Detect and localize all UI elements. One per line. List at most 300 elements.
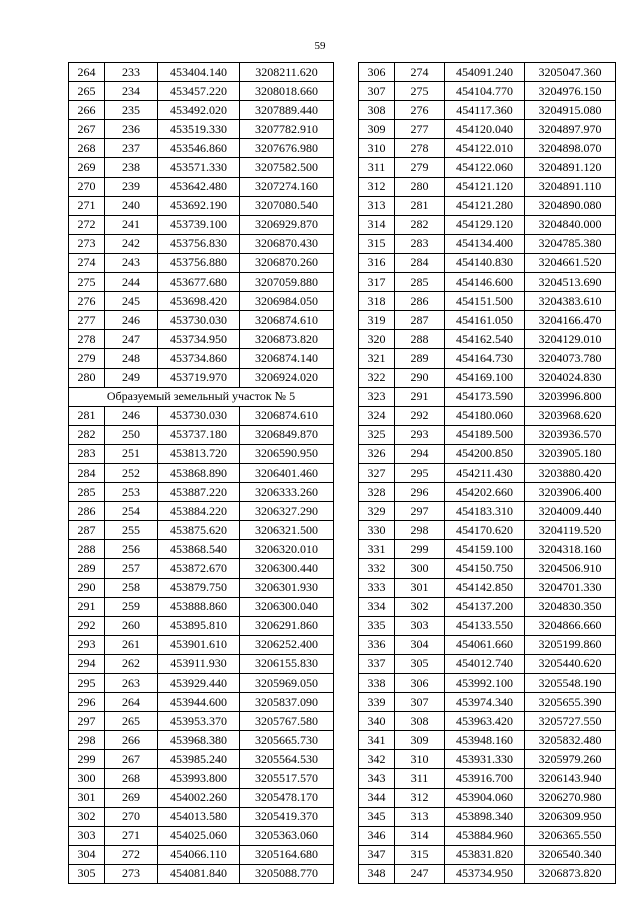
point-number-cell: 331	[359, 540, 395, 559]
point-number-cell: 300	[69, 769, 105, 788]
point-number-cell: 308	[359, 101, 395, 120]
x-coordinate-cell: 453884.960	[445, 826, 525, 845]
y-coordinate-cell: 3207274.160	[240, 177, 334, 196]
point-number-cell: 289	[69, 559, 105, 578]
source-point-cell: 249	[105, 368, 158, 387]
point-number-cell: 315	[359, 234, 395, 253]
page-number: 59	[314, 40, 326, 52]
source-point-cell: 263	[105, 674, 158, 693]
point-number-cell: 329	[359, 502, 395, 521]
x-coordinate-cell: 453872.670	[158, 559, 240, 578]
y-coordinate-cell: 3205837.090	[240, 693, 334, 712]
table-row	[359, 807, 616, 826]
x-coordinate-cell: 454164.730	[445, 349, 525, 368]
section-title: Образуемый земельный участок № 5	[69, 387, 334, 406]
point-number-cell: 274	[69, 253, 105, 272]
y-coordinate-cell: 3207782.910	[240, 120, 334, 139]
point-number-cell: 283	[69, 444, 105, 463]
source-point-cell: 247	[395, 864, 445, 883]
table-row	[69, 731, 334, 750]
source-point-cell: 238	[105, 158, 158, 177]
y-coordinate-cell: 3207582.500	[240, 158, 334, 177]
table-row	[69, 845, 334, 864]
point-number-cell: 323	[359, 387, 395, 406]
source-point-cell: 233	[105, 63, 158, 82]
y-coordinate-cell: 3205979.260	[525, 750, 616, 769]
source-point-cell: 262	[105, 654, 158, 673]
point-number-cell: 341	[359, 731, 395, 750]
x-coordinate-cell: 454091.240	[445, 63, 525, 82]
table-row	[359, 425, 616, 444]
x-coordinate-cell: 454140.830	[445, 253, 525, 272]
source-point-cell: 269	[105, 788, 158, 807]
x-coordinate-cell: 453884.220	[158, 502, 240, 521]
y-coordinate-cell: 3204009.440	[525, 502, 616, 521]
x-coordinate-cell: 454142.850	[445, 578, 525, 597]
x-coordinate-cell: 453571.330	[158, 158, 240, 177]
x-coordinate-cell: 453985.240	[158, 750, 240, 769]
y-coordinate-cell: 3206590.950	[240, 444, 334, 463]
x-coordinate-cell: 454081.840	[158, 864, 240, 883]
table-row	[69, 120, 334, 139]
point-number-cell: 324	[359, 406, 395, 425]
x-coordinate-cell: 453457.220	[158, 82, 240, 101]
source-point-cell: 305	[395, 654, 445, 673]
point-number-cell: 271	[69, 196, 105, 215]
point-number-cell: 275	[69, 273, 105, 292]
point-number-cell: 293	[69, 635, 105, 654]
y-coordinate-cell: 3205564.530	[240, 750, 334, 769]
table-row	[359, 101, 616, 120]
source-point-cell: 258	[105, 578, 158, 597]
source-point-cell: 293	[395, 425, 445, 444]
point-number-cell: 311	[359, 158, 395, 177]
x-coordinate-cell: 454133.550	[445, 616, 525, 635]
table-row	[359, 349, 616, 368]
table-row	[69, 521, 334, 540]
source-point-cell: 280	[395, 177, 445, 196]
point-number-cell: 298	[69, 731, 105, 750]
point-number-cell: 267	[69, 120, 105, 139]
source-point-cell: 267	[105, 750, 158, 769]
y-coordinate-cell: 3207059.880	[240, 273, 334, 292]
point-number-cell: 266	[69, 101, 105, 120]
point-number-cell: 285	[69, 483, 105, 502]
source-point-cell: 274	[395, 63, 445, 82]
x-coordinate-cell: 453868.540	[158, 540, 240, 559]
table-row	[69, 597, 334, 616]
source-point-cell: 285	[395, 273, 445, 292]
table-row	[359, 139, 616, 158]
table-row	[359, 559, 616, 578]
y-coordinate-cell: 3205478.170	[240, 788, 334, 807]
y-coordinate-cell: 3204383.610	[525, 292, 616, 311]
y-coordinate-cell: 3203996.800	[525, 387, 616, 406]
table-row	[359, 253, 616, 272]
source-point-cell: 283	[395, 234, 445, 253]
x-coordinate-cell: 453734.950	[158, 330, 240, 349]
point-number-cell: 269	[69, 158, 105, 177]
y-coordinate-cell: 3206401.460	[240, 463, 334, 482]
point-number-cell: 318	[359, 292, 395, 311]
table-row	[359, 158, 616, 177]
point-number-cell: 338	[359, 674, 395, 693]
source-point-cell: 243	[105, 253, 158, 272]
source-point-cell: 257	[105, 559, 158, 578]
y-coordinate-cell: 3206300.440	[240, 559, 334, 578]
x-coordinate-cell: 454121.120	[445, 177, 525, 196]
x-coordinate-cell: 453730.030	[158, 311, 240, 330]
point-number-cell: 286	[69, 502, 105, 521]
y-coordinate-cell: 3206252.400	[240, 635, 334, 654]
table-row	[359, 712, 616, 731]
y-coordinate-cell: 3206155.830	[240, 654, 334, 673]
y-coordinate-cell: 3206321.500	[240, 521, 334, 540]
x-coordinate-cell: 454173.590	[445, 387, 525, 406]
y-coordinate-cell: 3204513.690	[525, 273, 616, 292]
point-number-cell: 264	[69, 63, 105, 82]
table-row	[359, 788, 616, 807]
x-coordinate-cell: 453904.060	[445, 788, 525, 807]
source-point-cell: 265	[105, 712, 158, 731]
x-coordinate-cell: 453887.220	[158, 483, 240, 502]
y-coordinate-cell: 3203968.620	[525, 406, 616, 425]
source-point-cell: 277	[395, 120, 445, 139]
table-row	[359, 177, 616, 196]
x-coordinate-cell: 454151.500	[445, 292, 525, 311]
x-coordinate-cell: 454120.040	[445, 120, 525, 139]
x-coordinate-cell: 453916.700	[445, 769, 525, 788]
source-point-cell: 294	[395, 444, 445, 463]
table-row	[69, 215, 334, 234]
y-coordinate-cell: 3204976.150	[525, 82, 616, 101]
table-row	[359, 120, 616, 139]
table-row	[69, 101, 334, 120]
x-coordinate-cell: 453719.970	[158, 368, 240, 387]
section-row	[69, 387, 334, 406]
table-row	[69, 502, 334, 521]
y-coordinate-cell: 3206327.290	[240, 502, 334, 521]
y-coordinate-cell: 3205548.190	[525, 674, 616, 693]
source-point-cell: 264	[105, 693, 158, 712]
x-coordinate-cell: 453677.680	[158, 273, 240, 292]
source-point-cell: 254	[105, 502, 158, 521]
table-row	[359, 635, 616, 654]
y-coordinate-cell: 3206874.610	[240, 406, 334, 425]
point-number-cell: 319	[359, 311, 395, 330]
x-coordinate-cell: 454002.260	[158, 788, 240, 807]
y-coordinate-cell: 3204073.780	[525, 349, 616, 368]
y-coordinate-cell: 3206984.050	[240, 292, 334, 311]
table-row	[359, 750, 616, 769]
source-point-cell: 234	[105, 82, 158, 101]
y-coordinate-cell: 3206291.860	[240, 616, 334, 635]
point-number-cell: 301	[69, 788, 105, 807]
x-coordinate-cell: 453692.190	[158, 196, 240, 215]
source-point-cell: 301	[395, 578, 445, 597]
x-coordinate-cell: 453993.800	[158, 769, 240, 788]
y-coordinate-cell: 3204891.110	[525, 177, 616, 196]
y-coordinate-cell: 3204866.660	[525, 616, 616, 635]
table-row	[69, 234, 334, 253]
x-coordinate-cell: 454025.060	[158, 826, 240, 845]
point-number-cell: 287	[69, 521, 105, 540]
y-coordinate-cell: 3205199.860	[525, 635, 616, 654]
point-number-cell: 304	[69, 845, 105, 864]
point-number-cell: 290	[69, 578, 105, 597]
y-coordinate-cell: 3206849.870	[240, 425, 334, 444]
point-number-cell: 288	[69, 540, 105, 559]
source-point-cell: 314	[395, 826, 445, 845]
source-point-cell: 256	[105, 540, 158, 559]
x-coordinate-cell: 453739.100	[158, 215, 240, 234]
table-row	[69, 807, 334, 826]
y-coordinate-cell: 3206874.140	[240, 349, 334, 368]
x-coordinate-cell: 453642.480	[158, 177, 240, 196]
table-row	[359, 674, 616, 693]
y-coordinate-cell: 3204661.520	[525, 253, 616, 272]
y-coordinate-cell: 3208211.620	[240, 63, 334, 82]
table-row	[359, 769, 616, 788]
table-row	[69, 654, 334, 673]
point-number-cell: 313	[359, 196, 395, 215]
point-number-cell: 333	[359, 578, 395, 597]
table-row	[69, 273, 334, 292]
y-coordinate-cell: 3207080.540	[240, 196, 334, 215]
y-coordinate-cell: 3206143.940	[525, 769, 616, 788]
x-coordinate-cell: 453737.180	[158, 425, 240, 444]
point-number-cell: 303	[69, 826, 105, 845]
table-row	[359, 82, 616, 101]
point-number-cell: 310	[359, 139, 395, 158]
source-point-cell: 298	[395, 521, 445, 540]
x-coordinate-cell: 454104.770	[445, 82, 525, 101]
y-coordinate-cell: 3206270.980	[525, 788, 616, 807]
x-coordinate-cell: 454061.660	[445, 635, 525, 654]
table-row	[69, 139, 334, 158]
table-row	[359, 693, 616, 712]
table-row	[359, 234, 616, 253]
table-row	[69, 82, 334, 101]
table-row	[69, 864, 334, 883]
point-number-cell: 343	[359, 769, 395, 788]
point-number-cell: 309	[359, 120, 395, 139]
y-coordinate-cell: 3206365.550	[525, 826, 616, 845]
y-coordinate-cell: 3204897.970	[525, 120, 616, 139]
source-point-cell: 252	[105, 463, 158, 482]
x-coordinate-cell: 453519.330	[158, 120, 240, 139]
y-coordinate-cell: 3207889.440	[240, 101, 334, 120]
y-coordinate-cell: 3205047.360	[525, 63, 616, 82]
x-coordinate-cell: 454170.620	[445, 521, 525, 540]
table-row	[69, 292, 334, 311]
source-point-cell: 260	[105, 616, 158, 635]
x-coordinate-cell: 453944.600	[158, 693, 240, 712]
point-number-cell: 342	[359, 750, 395, 769]
y-coordinate-cell: 3204891.120	[525, 158, 616, 177]
x-coordinate-cell: 453875.620	[158, 521, 240, 540]
y-coordinate-cell: 3205419.370	[240, 807, 334, 826]
table-row	[359, 502, 616, 521]
source-point-cell: 268	[105, 769, 158, 788]
table-row	[69, 196, 334, 215]
point-number-cell: 305	[69, 864, 105, 883]
table-row	[359, 597, 616, 616]
point-number-cell: 299	[69, 750, 105, 769]
table-row	[359, 521, 616, 540]
source-point-cell: 297	[395, 502, 445, 521]
table-row	[69, 177, 334, 196]
table-row	[69, 559, 334, 578]
source-point-cell: 300	[395, 559, 445, 578]
y-coordinate-cell: 3206873.820	[240, 330, 334, 349]
source-point-cell: 308	[395, 712, 445, 731]
y-coordinate-cell: 3204898.070	[525, 139, 616, 158]
point-number-cell: 347	[359, 845, 395, 864]
y-coordinate-cell: 3205767.580	[240, 712, 334, 731]
source-point-cell: 311	[395, 769, 445, 788]
x-coordinate-cell: 454066.110	[158, 845, 240, 864]
table-row	[69, 616, 334, 635]
table-row	[69, 406, 334, 425]
coordinates-table-right	[358, 62, 616, 884]
source-point-cell: 299	[395, 540, 445, 559]
source-point-cell: 246	[105, 406, 158, 425]
x-coordinate-cell: 454150.750	[445, 559, 525, 578]
point-number-cell: 340	[359, 712, 395, 731]
y-coordinate-cell: 3204785.380	[525, 234, 616, 253]
table-row	[359, 845, 616, 864]
source-point-cell: 302	[395, 597, 445, 616]
point-number-cell: 272	[69, 215, 105, 234]
source-point-cell: 303	[395, 616, 445, 635]
x-coordinate-cell: 453888.860	[158, 597, 240, 616]
x-coordinate-cell: 453911.930	[158, 654, 240, 673]
y-coordinate-cell: 3206870.260	[240, 253, 334, 272]
y-coordinate-cell: 3204915.080	[525, 101, 616, 120]
point-number-cell: 334	[359, 597, 395, 616]
x-coordinate-cell: 453953.370	[158, 712, 240, 731]
y-coordinate-cell: 3205969.050	[240, 674, 334, 693]
point-number-cell: 295	[69, 674, 105, 693]
x-coordinate-cell: 453734.860	[158, 349, 240, 368]
x-coordinate-cell: 454159.100	[445, 540, 525, 559]
x-coordinate-cell: 454183.310	[445, 502, 525, 521]
y-coordinate-cell: 3204024.830	[525, 368, 616, 387]
y-coordinate-cell: 3208018.660	[240, 82, 334, 101]
y-coordinate-cell: 3204318.160	[525, 540, 616, 559]
source-point-cell: 271	[105, 826, 158, 845]
point-number-cell: 336	[359, 635, 395, 654]
table-row	[69, 311, 334, 330]
table-row	[69, 788, 334, 807]
table-row	[359, 63, 616, 82]
point-number-cell: 278	[69, 330, 105, 349]
source-point-cell: 288	[395, 330, 445, 349]
table-row	[69, 368, 334, 387]
point-number-cell: 268	[69, 139, 105, 158]
source-point-cell: 290	[395, 368, 445, 387]
x-coordinate-cell: 453898.340	[445, 807, 525, 826]
source-point-cell: 284	[395, 253, 445, 272]
x-coordinate-cell: 453404.140	[158, 63, 240, 82]
y-coordinate-cell: 3206333.260	[240, 483, 334, 502]
x-coordinate-cell: 453931.330	[445, 750, 525, 769]
point-number-cell: 328	[359, 483, 395, 502]
point-number-cell: 335	[359, 616, 395, 635]
source-point-cell: 242	[105, 234, 158, 253]
table-row	[359, 387, 616, 406]
x-coordinate-cell: 454122.010	[445, 139, 525, 158]
source-point-cell: 251	[105, 444, 158, 463]
y-coordinate-cell: 3206929.870	[240, 215, 334, 234]
table-row	[69, 769, 334, 788]
x-coordinate-cell: 454117.360	[445, 101, 525, 120]
y-coordinate-cell: 3205665.730	[240, 731, 334, 750]
table-row	[359, 196, 616, 215]
table-row	[359, 406, 616, 425]
table-row	[359, 578, 616, 597]
table-row	[69, 463, 334, 482]
point-number-cell: 306	[359, 63, 395, 82]
table-row	[69, 826, 334, 845]
y-coordinate-cell: 3205517.570	[240, 769, 334, 788]
table-row	[359, 444, 616, 463]
source-point-cell: 296	[395, 483, 445, 502]
x-coordinate-cell: 453756.830	[158, 234, 240, 253]
source-point-cell: 237	[105, 139, 158, 158]
point-number-cell: 279	[69, 349, 105, 368]
table-row	[359, 368, 616, 387]
point-number-cell: 326	[359, 444, 395, 463]
y-coordinate-cell: 3206924.020	[240, 368, 334, 387]
source-point-cell: 289	[395, 349, 445, 368]
table-row	[69, 750, 334, 769]
y-coordinate-cell: 3204129.010	[525, 330, 616, 349]
x-coordinate-cell: 453831.820	[445, 845, 525, 864]
point-number-cell: 320	[359, 330, 395, 349]
point-number-cell: 280	[69, 368, 105, 387]
source-point-cell: 272	[105, 845, 158, 864]
source-point-cell: 292	[395, 406, 445, 425]
source-point-cell: 306	[395, 674, 445, 693]
x-coordinate-cell: 453698.420	[158, 292, 240, 311]
table-row	[359, 864, 616, 883]
source-point-cell: 282	[395, 215, 445, 234]
source-point-cell: 287	[395, 311, 445, 330]
table-row	[69, 253, 334, 272]
table-row	[69, 330, 334, 349]
x-coordinate-cell: 453992.100	[445, 674, 525, 693]
point-number-cell: 321	[359, 349, 395, 368]
point-number-cell: 291	[69, 597, 105, 616]
table-row	[69, 540, 334, 559]
table-row	[69, 444, 334, 463]
table-row	[69, 425, 334, 444]
source-point-cell: 235	[105, 101, 158, 120]
source-point-cell: 278	[395, 139, 445, 158]
x-coordinate-cell: 454211.430	[445, 463, 525, 482]
point-number-cell: 265	[69, 82, 105, 101]
x-coordinate-cell: 453901.610	[158, 635, 240, 654]
source-point-cell: 247	[105, 330, 158, 349]
x-coordinate-cell: 454162.540	[445, 330, 525, 349]
point-number-cell: 348	[359, 864, 395, 883]
table-row	[359, 292, 616, 311]
y-coordinate-cell: 3206874.610	[240, 311, 334, 330]
y-coordinate-cell: 3204506.910	[525, 559, 616, 578]
point-number-cell: 282	[69, 425, 105, 444]
